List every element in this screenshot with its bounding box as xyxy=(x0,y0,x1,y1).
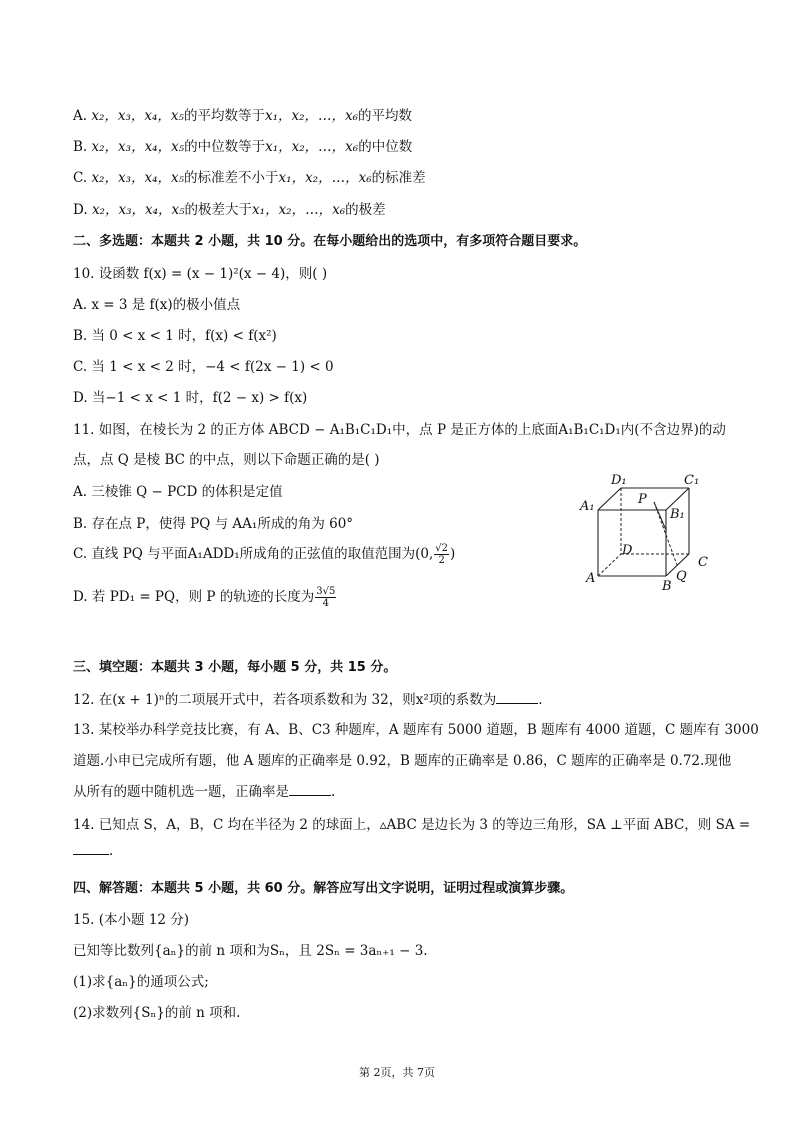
section-heading-solutions: 四、解答题：本题共 5 小题，共 60 分。解答应写出文字说明，证明过程或演算步骤。 xyxy=(73,881,574,896)
label-c: C xyxy=(698,555,708,570)
q13-line2: 道题.小申已完成所有题，他 A 题库的正确率是 0.92，B 题库的正确率是 0.86，C 题库的正确率是 0.72.现他 xyxy=(73,753,732,769)
label-a1: A₁ xyxy=(580,499,595,514)
q11-option-d: D. 若 PD₁ = PQ，则 P 的轨迹的长度为 $\frac{3√5}{4}$ xyxy=(73,586,336,609)
q15-stem: 已知等比数列{aₙ}的前 n 项和为Sₙ，且 2Sₙ = 3aₙ₊₁ − 3. xyxy=(73,943,428,959)
segment-pq-visible xyxy=(654,502,666,530)
label-c1: C₁ xyxy=(684,473,700,488)
q15-part2: (2)求数列{Sₙ}的前 n 项和. xyxy=(73,1005,241,1021)
fraction-sqrt2-over-2: $\frac{√2}{2}$ xyxy=(435,543,449,566)
label-d1: D₁ xyxy=(611,473,627,488)
q13-line1: 13. 某校举办科学竞技比赛，有 A、B、C3 种题库，A 题库有 5000 道题，B 题库有 4000 道题，C 题库有 3000 xyxy=(73,722,759,738)
label-b: B xyxy=(662,579,672,594)
q14-line1: 14. 已知点 S，A，B，C 均在半径为 2 的球面上，▵ABC 是边长为 3 的等边三角形，SA ⊥平面 ABC，则 SA = xyxy=(73,817,751,833)
q9-option-d: D. x₂，x₃，x₄，x₅的极差大于x₁，x₂，…，x₆的极差 xyxy=(73,202,386,218)
label-d: D xyxy=(622,543,633,558)
label-a: A xyxy=(586,571,596,586)
q15-part1: (1)求{aₙ}的通项公式; xyxy=(73,974,209,990)
q9-option-c: C. x₂，x₃，x₄，x₅的标准差不小于x₁，x₂，…，x₆的标准差 xyxy=(73,170,426,186)
page-number: 第 2页，共 7页 xyxy=(359,1066,435,1079)
q14-line2: . xyxy=(73,842,113,859)
q10-option-d: D. 当−1 < x < 1 时，f(2 − x) > f(x) xyxy=(73,390,308,406)
section-heading-multiple-choice: 二、多选题：本题共 2 小题，共 10 分。在每小题给出的选项中，有多项符合题目要求。 xyxy=(73,234,587,249)
q9-option-b: B. x₂，x₃，x₄，x₅的中位数等于x₁，x₂，…，x₆的中位数 xyxy=(73,139,413,155)
answer-blank[interactable] xyxy=(289,783,331,796)
answer-blank[interactable] xyxy=(73,842,109,855)
q13-line3: 从所有的题中随机选一题，正确率是 . xyxy=(73,784,336,800)
q11-option-c: C. 直线 PQ 与平面A₁ADD₁所成角的正弦值的取值范围为(0, $\frac{√2}{2}$ ) xyxy=(73,543,456,566)
label-p: P xyxy=(638,492,647,507)
q9-option-a: A. x₂，x₃，x₄，x₅的平均数等于x₁，x₂，…，x₆的平均数 xyxy=(73,108,413,124)
q11-option-b: B. 存在点 P，使得 PQ 与 AA₁所成的角为 60° xyxy=(73,516,354,532)
q12: 12. 在(x + 1)ⁿ的二项展开式中，若各项系数和为 32，则x²项的系数为 . xyxy=(73,692,543,708)
q11-stem-line2: 点，点 Q 是棱 BC 的中点，则以下命题正确的是( ) xyxy=(73,452,380,468)
cube-figure xyxy=(578,470,718,600)
q15-header: 15. (本小题 12 分) xyxy=(73,912,190,928)
q10-option-b: B. 当 0 < x < 1 时，f(x) < f(x²) xyxy=(73,328,277,344)
answer-blank[interactable] xyxy=(496,691,538,704)
section-heading-fill-in: 三、填空题：本题共 3 小题，每小题 5 分，共 15 分。 xyxy=(73,660,397,675)
edge-a1d1 xyxy=(598,488,621,510)
q11-option-a: A. 三棱锥 Q − PCD 的体积是定值 xyxy=(73,484,283,500)
edge-ad-hidden xyxy=(598,554,621,576)
q10-option-c: C. 当 1 < x < 2 时，−4 < f(2x − 1) < 0 xyxy=(73,359,334,375)
fraction-3sqrt5-over-4: $\frac{3√5}{4}$ xyxy=(316,586,336,609)
label-b1: B₁ xyxy=(670,507,685,522)
q10-stem: 10. 设函数 f(x) = (x − 1)²(x − 4)，则( ) xyxy=(73,266,328,282)
label-q: Q xyxy=(676,569,687,584)
q10-option-a: A. x = 3 是 f(x)的极小值点 xyxy=(73,297,241,313)
q11-stem-line1: 11. 如图，在棱长为 2 的正方体 ABCD − A₁B₁C₁D₁中，点 P 是正方体的上底面A₁B₁C₁D₁内(不含边界)的动 xyxy=(73,422,726,438)
